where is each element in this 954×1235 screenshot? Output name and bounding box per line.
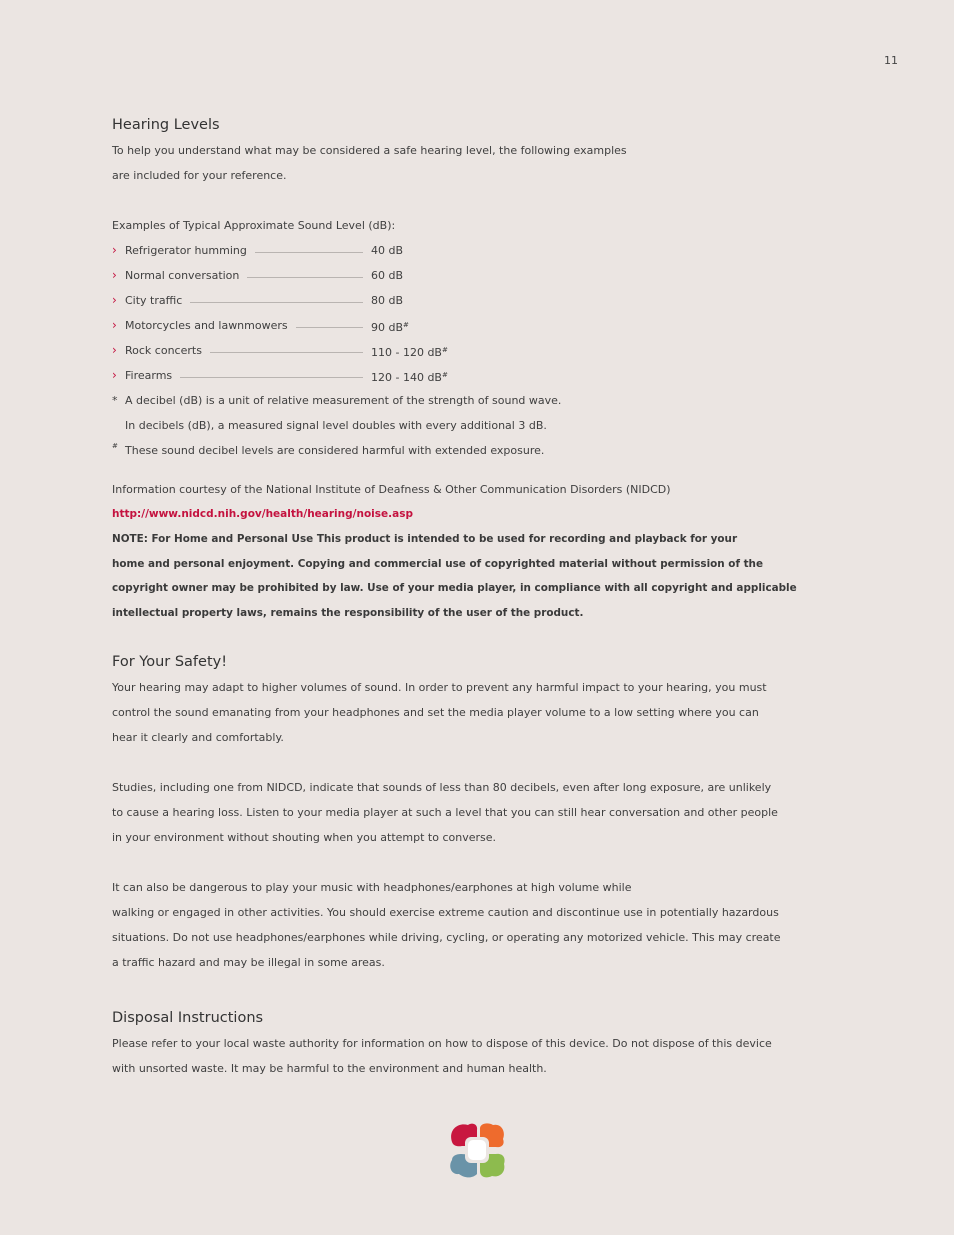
sound-level-value: 40 dB xyxy=(371,244,404,257)
list-item xyxy=(112,238,802,263)
list-item xyxy=(112,263,802,288)
chevron-right-icon: › xyxy=(112,343,117,357)
disposal-line-1: Please refer to your local waste authority for information on how to dispose of this device. Do not dispose of this device xyxy=(112,1037,772,1050)
nidcd-link[interactable]: http://www.nidcd.nih.gov/health/hearing/noise.asp xyxy=(112,508,413,520)
safety-p3-line-4: a traffic hazard and may be illegal in some areas. xyxy=(112,956,385,969)
leader-line xyxy=(296,327,363,328)
leader-line xyxy=(180,377,363,378)
chevron-right-icon: › xyxy=(112,293,117,307)
hearing-intro-line-2: are included for your reference. xyxy=(112,169,287,182)
hearing-intro-line-1: To help you understand what may be considered a safe hearing level, the following examples xyxy=(112,144,627,157)
hearing-levels-heading: Hearing Levels xyxy=(112,117,220,133)
disposal-section xyxy=(112,1005,802,1081)
leader-line xyxy=(247,277,363,278)
safety-p1-line-1: Your hearing may adapt to higher volumes of sound. In order to prevent any harmful impact to your hearing, you must xyxy=(112,681,767,694)
footnote-harmful-text: These sound decibel levels are considered harmful with extended exposure. xyxy=(125,444,545,457)
safety-section xyxy=(112,649,802,975)
note-line-4: intellectual property laws, remains the responsibility of the user of the product. xyxy=(112,606,584,619)
harmful-mark: # xyxy=(441,371,448,379)
sound-source: Motorcycles and lawnmowers xyxy=(125,313,296,338)
harmful-mark: # xyxy=(403,321,409,329)
safety-p2-line-3: in your environment without shouting when you attempt to converse. xyxy=(112,831,497,844)
safety-p2-line-1: Studies, including one from NIDCD, indicate that sounds of less than 80 decibels, even after long exposure, are unlikely xyxy=(112,781,772,794)
disposal-heading: Disposal Instructions xyxy=(112,1010,264,1026)
list-item xyxy=(112,313,802,338)
note-line-3: copyright owner may be prohibited by law. Use of your media player, in compliance with all copyright and applicable xyxy=(112,582,797,594)
sound-source: Refrigerator humming xyxy=(125,238,255,263)
list-item xyxy=(112,363,802,388)
logo-center-inner xyxy=(468,1140,486,1160)
hash-mark: # xyxy=(112,442,118,450)
chevron-right-icon: › xyxy=(112,243,117,257)
safety-p2-line-2: to cause a hearing loss. Listen to your media player at such a level that you can still hear conversation and other people xyxy=(112,806,778,819)
chevron-right-icon: › xyxy=(112,268,117,282)
asterisk-mark: * xyxy=(112,394,118,407)
safety-heading: For Your Safety! xyxy=(112,654,228,670)
safety-p3-line-2: walking or engaged in other activities. You should exercise extreme caution and discontinue use in potentially hazardous xyxy=(112,906,779,919)
safety-p1-line-3: hear it clearly and comfortably. xyxy=(112,731,284,744)
harmful-mark: # xyxy=(441,346,448,354)
note-line-1: NOTE: For Home and Personal Use This product is intended to be used for recording and playback for your xyxy=(112,533,738,545)
footnote-decibel xyxy=(112,388,802,413)
list-item xyxy=(112,338,802,363)
courtesy-text: Information courtesy of the National Institute of Deafness & Other Communication Disorders (NIDCD) xyxy=(112,483,671,496)
sound-source: Normal conversation xyxy=(125,263,247,288)
sound-source: Firearms xyxy=(125,363,180,388)
sound-source: City traffic xyxy=(125,288,190,313)
footnote-harmful xyxy=(112,438,802,463)
sound-level-value: 90 dB# xyxy=(371,321,409,334)
list-item xyxy=(112,288,802,313)
brand-logo-icon xyxy=(448,1122,510,1180)
sound-source: Rock concerts xyxy=(125,338,210,363)
leader-line xyxy=(255,252,363,253)
sound-level-value: 110 - 120 dB# xyxy=(371,346,448,359)
chevron-right-icon: › xyxy=(112,318,117,332)
examples-title: Examples of Typical Approximate Sound Level (dB): xyxy=(112,219,396,232)
leader-line xyxy=(190,302,363,303)
footnote-decibel-line-1: A decibel (dB) is a unit of relative measurement of the strength of sound wave. xyxy=(125,394,562,407)
safety-p3-line-3: situations. Do not use headphones/earphones while driving, cycling, or operating any motorized vehicle. This may create xyxy=(112,931,781,944)
disposal-line-2: with unsorted waste. It may be harmful to the environment and human health. xyxy=(112,1062,547,1075)
page-content xyxy=(112,112,802,1081)
sound-level-list xyxy=(112,238,802,388)
sound-level-value: 120 - 140 dB# xyxy=(371,371,448,384)
safety-p3-line-1: It can also be dangerous to play your music with headphones/earphones at high volume while xyxy=(112,881,632,894)
sound-level-value: 80 dB xyxy=(371,294,404,307)
hearing-levels-section xyxy=(112,112,802,625)
sound-level-value: 60 dB xyxy=(371,269,404,282)
footnote-decibel-line-2: In decibels (dB), a measured signal level doubles with every additional 3 dB. xyxy=(125,419,547,432)
leader-line xyxy=(210,352,363,353)
page-number: 11 xyxy=(884,54,898,67)
safety-p1-line-2: control the sound emanating from your headphones and set the media player volume to a low setting where you can xyxy=(112,706,759,719)
chevron-right-icon: › xyxy=(112,368,117,382)
footnote-decibel-continued xyxy=(112,413,802,438)
note-line-2: home and personal enjoyment. Copying and commercial use of copyrighted material without permission of the xyxy=(112,557,763,570)
